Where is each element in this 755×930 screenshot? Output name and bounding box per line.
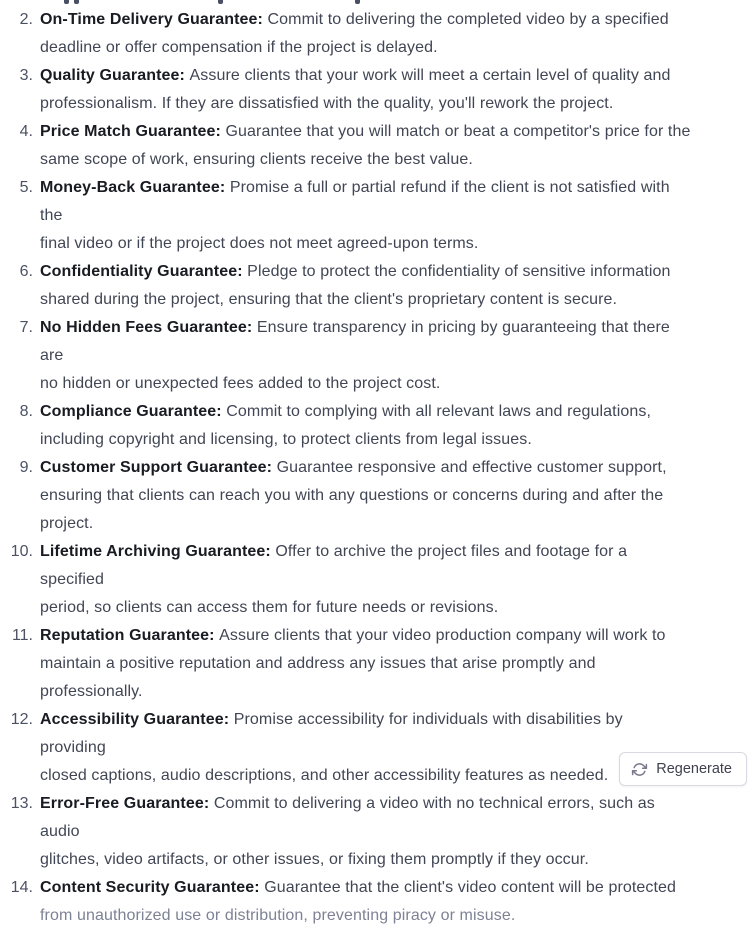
list-item: [0, 258, 755, 314]
list-item-title: Confidentiality Guarantee:: [40, 263, 248, 280]
list-item-description: Guarantee that the client's video content will be protected from unauthorized use or distribution, preventing piracy or misuse.: [40, 879, 677, 924]
list-item-title: No Hidden Fees Guarantee:: [40, 319, 257, 336]
list-item-text: [40, 398, 692, 454]
list-item-title: Price Match Guarantee:: [40, 123, 226, 140]
list-item-description: Ensure transparency in pricing by guaranteeing that there are no hidden or unexpected fees added to the project cost.: [40, 319, 670, 392]
list-item: [0, 6, 755, 62]
list-item-number: 8.: [19, 403, 33, 420]
list-item-text: [40, 622, 692, 706]
list-item: [0, 314, 755, 398]
clipped-text-fragment: [218, 0, 223, 4]
list-item: [0, 118, 755, 174]
list-item-number: 4.: [19, 123, 33, 140]
regenerate-button-label: Regenerate: [656, 761, 732, 777]
list-item-title: On-Time Delivery Guarantee:: [40, 11, 268, 28]
regenerate-button[interactable]: [619, 752, 747, 786]
refresh-icon: [632, 762, 647, 777]
list-item-description: Guarantee responsive and effective customer support, ensuring that clients can reach you with any questions or concerns during and after the project.: [40, 459, 667, 532]
list-item-number: 12.: [10, 711, 33, 728]
list-item-text: [40, 538, 692, 622]
clipped-text-fragment: [64, 0, 69, 4]
list-item-number: 7.: [19, 319, 33, 336]
list-item: [0, 622, 755, 706]
list-item-number: 2.: [19, 11, 33, 28]
list-item-description: Commit to delivering a video with no technical errors, such as audio glitches, video artifacts, or other issues, or fixing them promptly if they occur.: [40, 795, 655, 868]
list-item-text: [40, 258, 692, 314]
list-item-number: 14.: [10, 879, 33, 896]
list-item: [0, 874, 755, 930]
clipped-text-fragment: [74, 0, 79, 4]
list-item-text: [40, 118, 692, 174]
list-item-text: [40, 706, 692, 790]
list-item-number: 10.: [10, 543, 33, 560]
list-item-number: 9.: [19, 459, 33, 476]
list-item: [0, 174, 755, 258]
list-item-number: 5.: [19, 179, 33, 196]
list-item-text: [40, 62, 692, 118]
list-item-title: Money-Back Guarantee:: [40, 179, 230, 196]
list-item-title: Accessibility Guarantee:: [40, 711, 234, 728]
faded-streaming-text: from unauthorized use or distribution, preventing piracy or misuse.: [40, 907, 516, 924]
list-item-title: Lifetime Archiving Guarantee:: [40, 543, 276, 560]
list-item-text: [40, 790, 692, 874]
list-item-description: Commit to delivering the completed video by a specified deadline or offer compensation if the project is delayed.: [40, 11, 669, 56]
list-item-text: [40, 874, 692, 930]
list-item-description: Pledge to protect the confidentiality of sensitive information shared during the project, ensuring that the client's proprietary content is secure.: [40, 263, 671, 308]
list-item-title: Error-Free Guarantee:: [40, 795, 214, 812]
list-item-description: Offer to archive the project files and footage for a specified period, so clients can access them for future needs or revisions.: [40, 543, 628, 616]
list-item: [0, 538, 755, 622]
list-item: [0, 790, 755, 874]
list-item-description: Assure clients that your work will meet a certain level of quality and professionalism. If they are dissatisfied with the quality, you'll rework the project.: [40, 67, 671, 112]
list-item: [0, 398, 755, 454]
list-item-title: Content Security Guarantee:: [40, 879, 265, 896]
list-item-description: Guarantee that you will match or beat a competitor's price for the same scope of work, ensuring clients receive the best value.: [40, 123, 691, 168]
list-item-description: Commit to complying with all relevant laws and regulations, including copyright and licensing, to protect clients from legal issues.: [40, 403, 652, 448]
list-item-text: [40, 454, 692, 538]
list-item-text: [40, 174, 692, 258]
list-item-title: Quality Guarantee:: [40, 67, 190, 84]
list-item-title: Compliance Guarantee:: [40, 403, 227, 420]
list-item-description: Assure clients that your video production company will work to maintain a positive reputation and address any issues that arise promptly and professionally.: [40, 627, 666, 700]
list-item-text: [40, 6, 692, 62]
list-item-title: Reputation Guarantee:: [40, 627, 220, 644]
list-item: [0, 62, 755, 118]
list-item-number: 13.: [10, 795, 33, 812]
list-item-number: 6.: [19, 263, 33, 280]
list-item-text: [40, 314, 692, 398]
list-item-title: Customer Support Guarantee:: [40, 459, 277, 476]
list-item-number: 11.: [11, 627, 33, 644]
list-item-description: Promise accessibility for individuals with disabilities by providing closed captions, audio descriptions, and other accessibility features as needed.: [40, 711, 623, 784]
clipped-text-fragment: [355, 0, 360, 4]
list-item-description: Promise a full or partial refund if the client is not satisfied with the final video or if the project does not meet agreed-upon terms.: [40, 179, 670, 252]
list-item: [0, 454, 755, 538]
list-item-number: 3.: [19, 67, 33, 84]
